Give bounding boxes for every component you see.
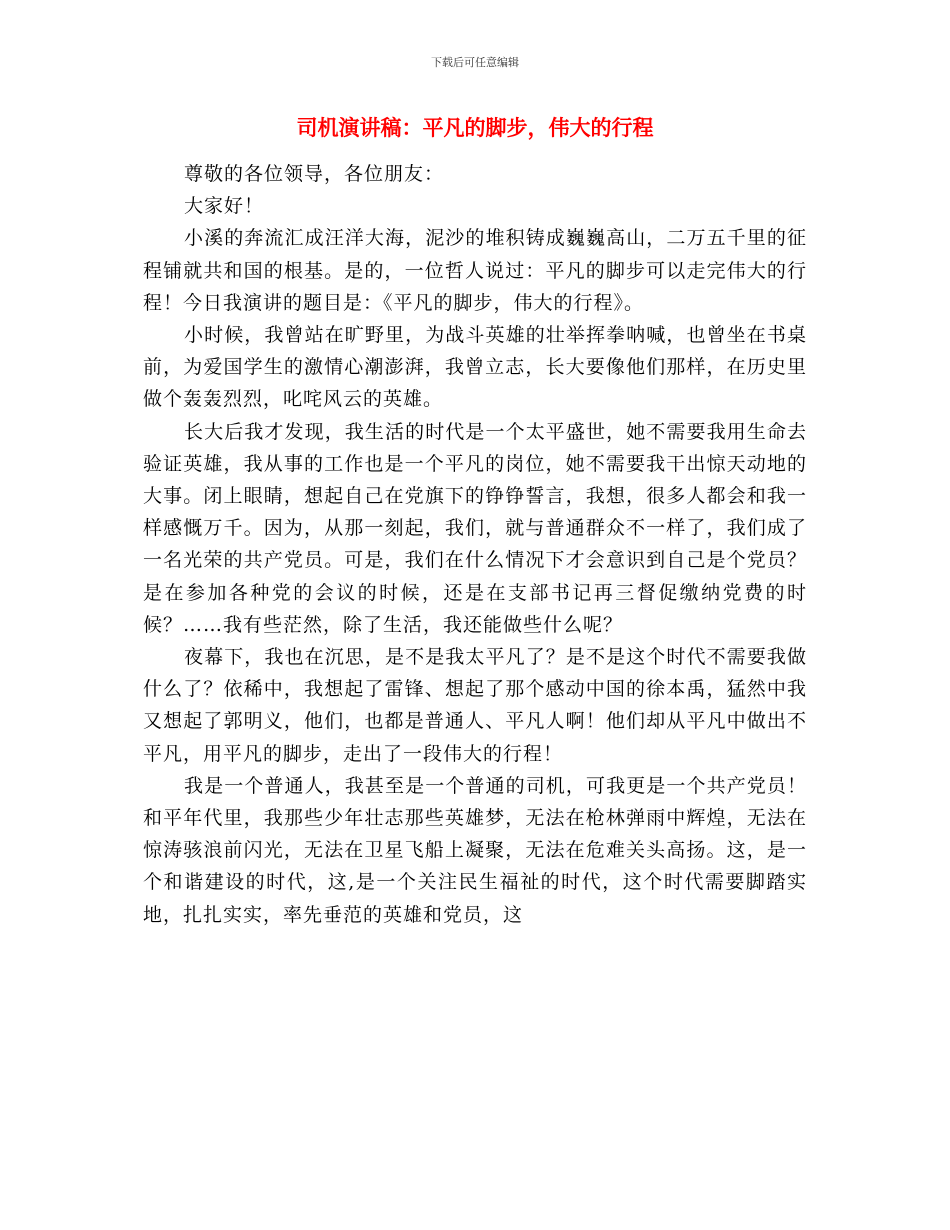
paragraph: 小溪的奔流汇成汪洋大海，泥沙的堆积铸成巍巍高山，二万五千里的征程铺就共和国的根基。是的，一位哲人说过：平凡的脚步可以走完伟大的行程！今日我演讲的题目是：《平凡的脚步，伟大的行程》。 xyxy=(143,227,807,314)
paragraph: 夜幕下，我也在沉思，是不是我太平凡了？是不是这个时代不需要我做什么了？依稀中，我想起了雷锋、想起了那个感动中国的徐本禹，猛然中我又想起了郭明义，他们，也都是普通人、平凡人啊！他们却从平凡中做出不平凡，用平凡的脚步，走出了一段伟大的行程！ xyxy=(143,646,807,765)
paragraph-salutation: 尊敬的各位领导，各位朋友： xyxy=(184,163,445,185)
paragraph: 我是一个普通人，我甚至是一个普通的司机，可我更是一个共产党员！和平年代里，我那些少年壮志那些英雄梦，无法在枪林弹雨中辉煌，无法在惊涛骇浪前闪光，无法在卫星飞船上凝聚，无法在危难关头高扬。这，是一个和谐建设的时代，这,是一个关注民生福祉的时代，这个时代需要脚踏实地，扎扎实实，率先垂范的英雄和党员，这 xyxy=(143,774,807,926)
document-title: 司机演讲稿：平凡的脚步，伟大的行程 xyxy=(296,116,654,140)
document-body xyxy=(143,158,807,931)
paragraph: 长大后我才发现，我生活的时代是一个太平盛世，她不需要我用生命去验证英雄，我从事的工作也是一个平凡的岗位，她不需要我干出惊天动地的大事。闭上眼睛，想起自己在党旗下的铮铮誓言，我想，很多人都会和我一样感慨万千。因为，从那一刻起，我们，就与普通群众不一样了，我们成了一名光荣的共产党员。可是，我们在什么情况下才会意识到自己是个党员？是在参加各种党的会议的时候，还是在支部书记再三督促缴纳党费的时候？……我有些茫然，除了生活，我还能做些什么呢？ xyxy=(143,420,807,636)
paragraph: 小时候，我曾站在旷野里，为战斗英雄的壮举挥拳呐喊，也曾坐在书桌前，为爱国学生的激情心潮澎湃，我曾立志，长大要像他们那样，在历史里做个轰轰烈烈，叱咤风云的英雄。 xyxy=(143,324,807,411)
paragraph-greeting: 大家好！ xyxy=(184,195,265,218)
header-note: 下载后可任意编辑 xyxy=(431,56,519,69)
